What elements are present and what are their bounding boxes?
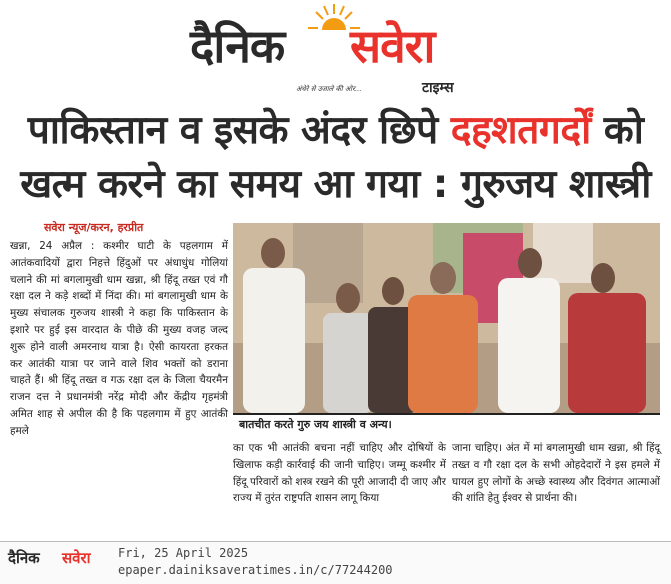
masthead (0, 0, 671, 100)
byline: सवेरा न्यूज/करन, हरप्रीत (44, 221, 144, 234)
headline-line-1 (0, 104, 671, 158)
headline (0, 104, 671, 212)
headline-part-1: पाकिस्तान व इसके अंदर छिपे (27, 108, 451, 153)
article-text-3: जाना चाहिए। अंत में मां बगलामुखी धाम खन्ना, श्री हिंदू तख्त व गौ रक्षा दल के सभी ओहदेदारों ने इस हमले में घायल हुए लोगों के अच्छे स्वास्थ्य और दिवंगत आत्माओं की शांति हेतु ईश्वर से प्रार्थना की। (452, 442, 660, 505)
photo-caption: बातचीत करते गुरु जय शास्त्री व अन्य। (233, 413, 660, 435)
article-column-3 (452, 440, 660, 507)
logo-text-times: टाइम्स (422, 80, 454, 96)
headline-part-2: को (590, 108, 644, 153)
article-text-2: का एक भी आतंकी बचना नहीं चाहिए और दोषियों के खिलाफ कड़ी कार्रवाई की जानी चाहिए। जम्मू कश्मीर में हिंदू परिवारों को शस्त्र रखने की पूरी आजादी दी जाए और राज्य में तुरंत राष्ट्रपति शासन लागू किया (233, 442, 447, 505)
logo-tagline: अंधेरे से उजाले की ओर... (296, 85, 362, 93)
article-column-2 (233, 440, 446, 507)
logo-text-dainik: दैनिक (190, 19, 285, 73)
epaper-link[interactable]: epaper.dainiksaveratimes.in/c/77244200 (118, 563, 393, 577)
edition-date: Fri, 25 April 2025 (118, 546, 249, 560)
logo-text-savera: सवेरा (350, 19, 435, 73)
news-photo (233, 223, 660, 413)
article-text-1: खन्ना, 24 अप्रैल : कश्मीर घाटी के पहलगाम में आतंकवादियों द्वारा निहत्ते हिंदुओं पर अंधाधुंध गोलियां चलाने की मां बगलामुखी धाम खन्ना, श्री हिंदू तख्त एवं गौ रक्षा दल ने कड़े शब्दों में निंदा की। मां बगलामुखी धाम के मुख्य संचालक गुरुजय शास्त्री ने कहा कि पाकिस्तान के इशारे पर हुई इस वारदात के पीछे की मुख्य वजह जल्द शुरू होने वाली अमरनाथ यात्रा है। ऐसी कायरता हरकत कर आतंकी यात्रा पर जाने वाले शिव भक्तों को डराना चाहते हैं। श्री हिंदू तख्त व गऊ रक्षा दल के जिला चैयरमैन राजन दत्त ने प्रधानमंत्री नरेंद्र मोदी और केंद्रीय गृहमंत्री अमित शाह से अपील की है कि पहलगाम में हुए आतंकी हमले (10, 240, 228, 437)
footer-logo-savera: सवेरा (62, 549, 91, 567)
footer-logo-dainik: दैनिक (8, 549, 40, 567)
footer-bar (0, 541, 671, 584)
headline-highlight: दहशतगर्दों (450, 108, 591, 153)
article-column-1 (10, 220, 228, 440)
headline-line-2: खत्म करने का समय आ गया : गुरुजय शास्त्री (20, 162, 651, 207)
